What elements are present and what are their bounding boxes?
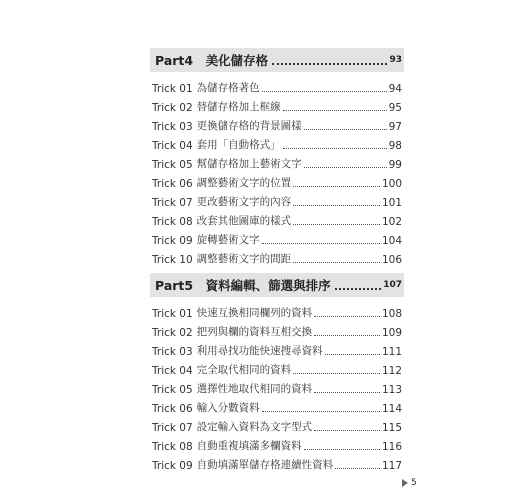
toc-row[interactable] xyxy=(152,248,402,266)
trick-title: 調整藝術文字的位置 xyxy=(196,177,292,189)
part4-page: 93 xyxy=(389,55,402,65)
toc-row[interactable] xyxy=(152,229,402,247)
trick-page: 100 xyxy=(381,178,402,190)
trick-page: 94 xyxy=(388,83,402,95)
dot-leader xyxy=(293,262,380,263)
toc-row[interactable] xyxy=(152,191,402,209)
page-footer xyxy=(402,478,417,488)
trick-title: 自動填滿單儲存格連續性資料 xyxy=(196,459,334,471)
trick-title: 設定輸入資料為文字型式 xyxy=(196,421,313,433)
toc-row[interactable] xyxy=(152,153,402,171)
trick-page: 109 xyxy=(381,327,402,339)
trick-page: 98 xyxy=(388,140,402,152)
trick-label: Trick 06 xyxy=(152,178,193,190)
trick-page: 102 xyxy=(381,216,402,228)
dot-leader xyxy=(293,205,380,206)
dot-leader xyxy=(314,392,380,393)
toc-row[interactable] xyxy=(152,416,402,434)
dot-leader xyxy=(283,110,387,111)
trick-label: Trick 02 xyxy=(152,327,193,339)
trick-page: 112 xyxy=(381,365,402,377)
trick-page: 99 xyxy=(388,159,402,171)
trick-page: 108 xyxy=(381,308,402,320)
trick-label: Trick 01 xyxy=(152,308,193,320)
footer-page-number: 5 xyxy=(411,478,417,488)
toc-row[interactable] xyxy=(152,454,402,472)
toc-row[interactable] xyxy=(152,378,402,396)
dot-leader xyxy=(335,468,380,469)
toc-row[interactable] xyxy=(152,134,402,152)
toc-row[interactable] xyxy=(152,210,402,228)
part5-page: 107 xyxy=(383,280,402,290)
triangle-right-icon xyxy=(402,479,408,487)
dot-leader xyxy=(314,430,380,431)
trick-page: 97 xyxy=(388,121,402,133)
trick-label: Trick 09 xyxy=(152,460,193,472)
dot-leader xyxy=(314,316,380,317)
trick-label: Trick 01 xyxy=(152,83,193,95)
trick-page: 104 xyxy=(381,235,402,247)
trick-label: Trick 04 xyxy=(152,140,193,152)
trick-title: 更改藝術文字的內容 xyxy=(196,196,292,208)
trick-title: 替儲存格加上框線 xyxy=(196,101,281,113)
trick-title: 完全取代相同的資料 xyxy=(196,364,292,376)
trick-label: Trick 07 xyxy=(152,197,193,209)
dot-leader xyxy=(262,411,380,412)
trick-page: 113 xyxy=(381,384,402,396)
trick-label: Trick 08 xyxy=(152,441,193,453)
trick-title: 輸入分數資料 xyxy=(196,402,260,414)
trick-page: 116 xyxy=(381,441,402,453)
trick-title: 快速互換相同欄列的資料 xyxy=(196,307,313,319)
trick-page: 117 xyxy=(381,460,402,472)
trick-label: Trick 03 xyxy=(152,346,193,358)
trick-label: Trick 05 xyxy=(152,384,193,396)
toc-row[interactable] xyxy=(152,359,402,377)
dot-leader xyxy=(283,148,387,149)
part4-header xyxy=(150,48,404,72)
toc-row[interactable] xyxy=(152,172,402,190)
toc-row[interactable] xyxy=(152,77,402,95)
trick-label: Trick 06 xyxy=(152,403,193,415)
dot-leader xyxy=(293,373,380,374)
trick-title: 把列與欄的資料互相交換 xyxy=(196,326,313,338)
trick-label: Trick 08 xyxy=(152,216,193,228)
dot-leader xyxy=(293,186,380,187)
toc-row[interactable] xyxy=(152,302,402,320)
dot-leader xyxy=(304,167,387,168)
trick-title: 利用尋找功能快速搜尋資料 xyxy=(196,345,323,357)
trick-title: 自動重複填滿多欄資料 xyxy=(196,440,302,452)
part5-leader xyxy=(335,288,382,290)
dot-leader xyxy=(262,243,380,244)
trick-title: 選擇性地取代相同的資料 xyxy=(196,383,313,395)
trick-title: 套用「自動格式」 xyxy=(196,139,281,151)
toc-row[interactable] xyxy=(152,397,402,415)
trick-label: Trick 03 xyxy=(152,121,193,133)
toc-row[interactable] xyxy=(152,96,402,114)
trick-title: 旋轉藝術文字 xyxy=(196,234,260,246)
dot-leader xyxy=(314,335,380,336)
trick-page: 95 xyxy=(388,102,402,114)
dot-leader xyxy=(304,449,380,450)
trick-label: Trick 02 xyxy=(152,102,193,114)
trick-label: Trick 09 xyxy=(152,235,193,247)
dot-leader xyxy=(293,224,380,225)
part5-title: Part5 資料編輯、篩選與排序 xyxy=(155,278,331,293)
trick-page: 101 xyxy=(381,197,402,209)
trick-title: 改套其他圖庫的樣式 xyxy=(196,215,292,227)
part4-title: Part4 美化儲存格 xyxy=(155,53,269,68)
toc-row[interactable] xyxy=(152,435,402,453)
trick-page: 106 xyxy=(381,254,402,266)
trick-label: Trick 04 xyxy=(152,365,193,377)
trick-page: 114 xyxy=(381,403,402,415)
dot-leader xyxy=(304,129,387,130)
trick-page: 115 xyxy=(381,422,402,434)
trick-label: Trick 05 xyxy=(152,159,193,171)
toc-row[interactable] xyxy=(152,115,402,133)
trick-title: 幫儲存格加上藝術文字 xyxy=(196,158,302,170)
trick-title: 調整藝術文字的間距 xyxy=(196,253,292,265)
trick-title: 為儲存格著色 xyxy=(196,82,260,94)
dot-leader xyxy=(262,91,387,92)
toc-row[interactable] xyxy=(152,340,402,358)
toc-row[interactable] xyxy=(152,321,402,339)
trick-label: Trick 10 xyxy=(152,254,193,266)
trick-label: Trick 07 xyxy=(152,422,193,434)
part5-header xyxy=(150,273,404,297)
dot-leader xyxy=(325,354,380,355)
trick-title: 更換儲存格的背景圖樣 xyxy=(196,120,302,132)
trick-page: 111 xyxy=(381,346,402,358)
part4-leader xyxy=(272,63,387,65)
